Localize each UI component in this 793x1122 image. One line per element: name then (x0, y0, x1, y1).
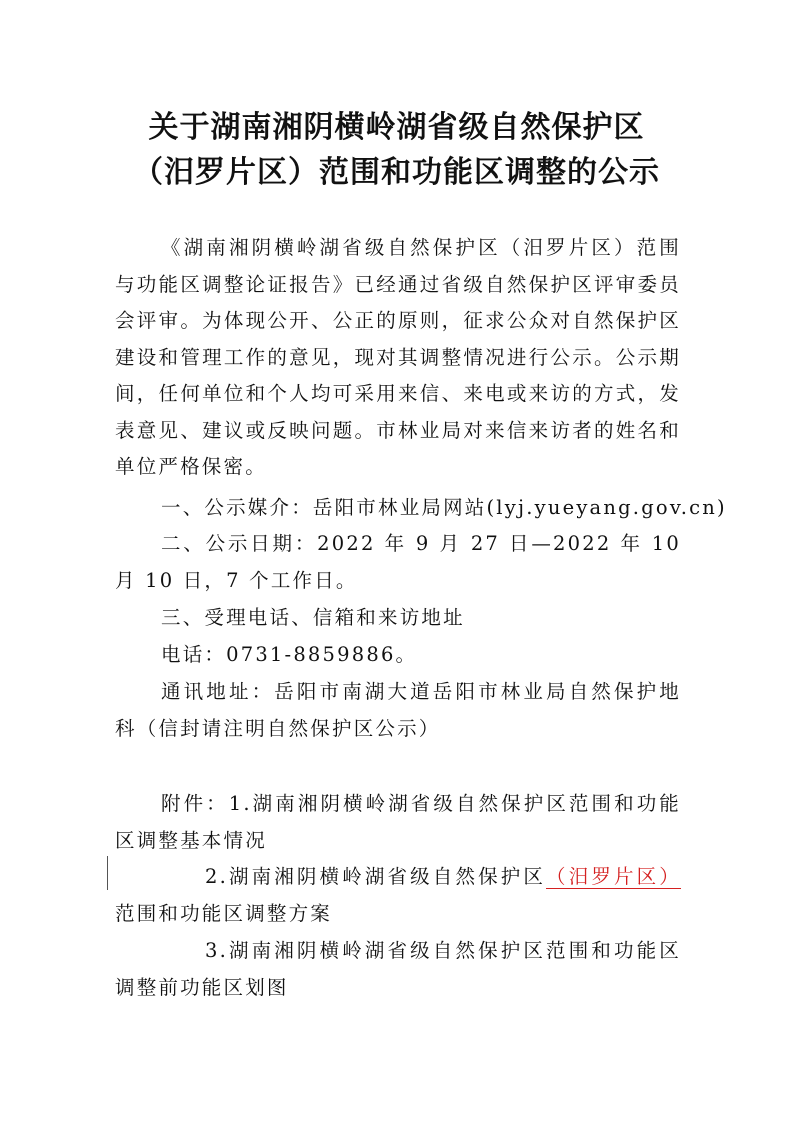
item-contact-heading: 三、受理电话、信箱和来访地址 (161, 606, 465, 629)
attachment-2-revision-mark: （汨罗片区） (546, 865, 681, 888)
attachment-2-text-tail: 范围和功能区调整方案 (115, 901, 333, 925)
attachment-3: 3.湖南湘阴横岭湖省级自然保护区范围和功能区调整前功能区划图 (115, 939, 681, 999)
intro-paragraph: 《湖南湘阴横岭湖省级自然保护区（汨罗片区）范围与功能区调整论证报告》已经通过省级自然保护区评审委员会评审。为体现公开、公正的原则，征求公众对自然保护区建设和管理工作的意见，现对其调整情况进行公示。公示期间，任何单位和个人均可采用来信、来电或来访的方式，发表意见、建议或反映问题。市林业局对来信来访者的姓名和单位严格保密。 (115, 236, 681, 478)
revision-margin-bar (107, 856, 108, 890)
attachment-2-text: 2.湖南湘阴横岭湖省级自然保护区 (205, 865, 547, 888)
attachment-2 (115, 859, 681, 932)
contact-address: 通讯地址：岳阳市南湖大道岳阳市林业局自然保护地科（信封请注明自然保护区公示） (115, 680, 681, 740)
contact-phone: 电话：0731-8859886。 (161, 643, 418, 666)
document-title-line1: 关于湖南湘阴横岭湖省级自然保护区 (148, 110, 645, 145)
document-title-line2: （汨罗片区）范围和功能区调整的公示 (133, 155, 660, 190)
attachment-1: 附件：1.湖南湘阴横岭湖省级自然保护区范围和功能区调整基本情况 (115, 792, 681, 852)
item-publication-dates: 二、公示日期：2022 年 9 月 27 日—2022 年 10 月 10 日，7 个工作日。 (115, 532, 681, 592)
item-publication-media: 一、公示媒介：岳阳市林业局网站(lyj.yueyang.gov.cn) (161, 496, 727, 519)
